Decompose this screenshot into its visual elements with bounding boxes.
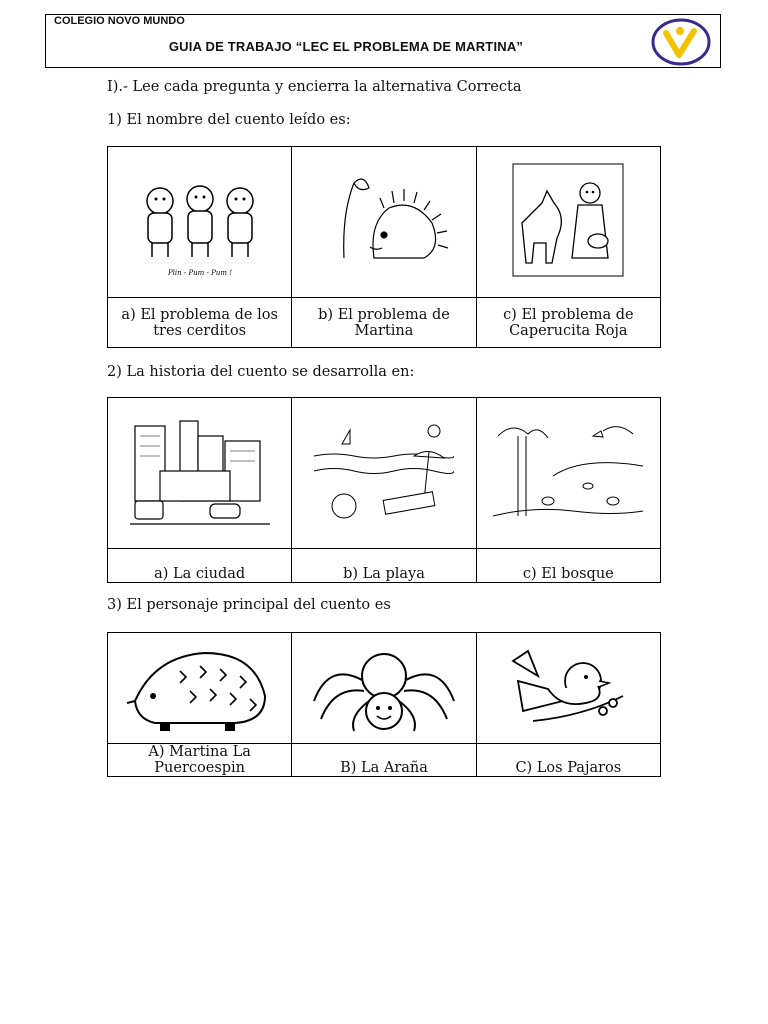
- option-a-image-cell[interactable]: [108, 398, 292, 549]
- question-3-prompt: 3) El personaje principal del cuento es: [107, 597, 391, 613]
- school-logo: [646, 17, 716, 67]
- option-b-label[interactable]: b) El problema de Martina: [292, 298, 476, 348]
- beach-image: [314, 416, 454, 531]
- option-b-image-cell[interactable]: [292, 633, 476, 744]
- option-a-label[interactable]: a) La ciudad: [108, 549, 292, 583]
- pigs-caption: Plin - Pum - Pum !: [167, 269, 232, 277]
- option-c-label[interactable]: C) Los Pajaros: [476, 744, 660, 777]
- hedgehog-flower-image: [314, 163, 454, 281]
- three-pigs-image: [130, 163, 270, 281]
- question-2-prompt: 2) La historia del cuento se desarrolla en:: [107, 364, 415, 380]
- option-c-label[interactable]: c) El bosque: [476, 549, 660, 583]
- option-c-label[interactable]: c) El problema de Caperucita Roja: [476, 298, 660, 348]
- question-3-table: [107, 632, 661, 777]
- forest-image: [493, 416, 643, 531]
- option-a-label[interactable]: A) Martina La Puercoespin: [108, 744, 292, 777]
- option-a-label[interactable]: a) El problema de los tres cerditos: [108, 298, 292, 348]
- question-1-prompt: 1) El nombre del cuento leído es:: [107, 112, 351, 128]
- option-c-image-cell[interactable]: [476, 398, 660, 549]
- bird-image: [493, 641, 643, 736]
- worksheet-title: GUIA DE TRABAJO “LEC EL PROBLEMA DE MARTINA”: [168, 39, 524, 54]
- option-a-image-cell[interactable]: [108, 147, 292, 298]
- option-b-label[interactable]: b) La playa: [292, 549, 476, 583]
- instructions: I).- Lee cada pregunta y encierra la alternativa Correcta: [107, 79, 522, 95]
- question-2-table: [107, 397, 661, 583]
- option-b-image-cell[interactable]: [292, 398, 476, 549]
- option-a-image-cell[interactable]: [108, 633, 292, 744]
- hedgehog-image: [125, 641, 275, 736]
- header-box: [45, 14, 721, 68]
- little-red-riding-hood-image: [512, 163, 624, 281]
- header-divider: [46, 67, 642, 68]
- spider-image: [309, 641, 459, 736]
- option-c-image-cell[interactable]: [476, 633, 660, 744]
- option-b-label[interactable]: B) La Araña: [292, 744, 476, 777]
- city-image: [130, 416, 270, 531]
- option-b-image-cell[interactable]: [292, 147, 476, 298]
- question-1-table: [107, 146, 661, 348]
- school-name: COLEGIO NOVO MUNDO: [54, 15, 185, 27]
- option-c-image-cell[interactable]: [476, 147, 660, 298]
